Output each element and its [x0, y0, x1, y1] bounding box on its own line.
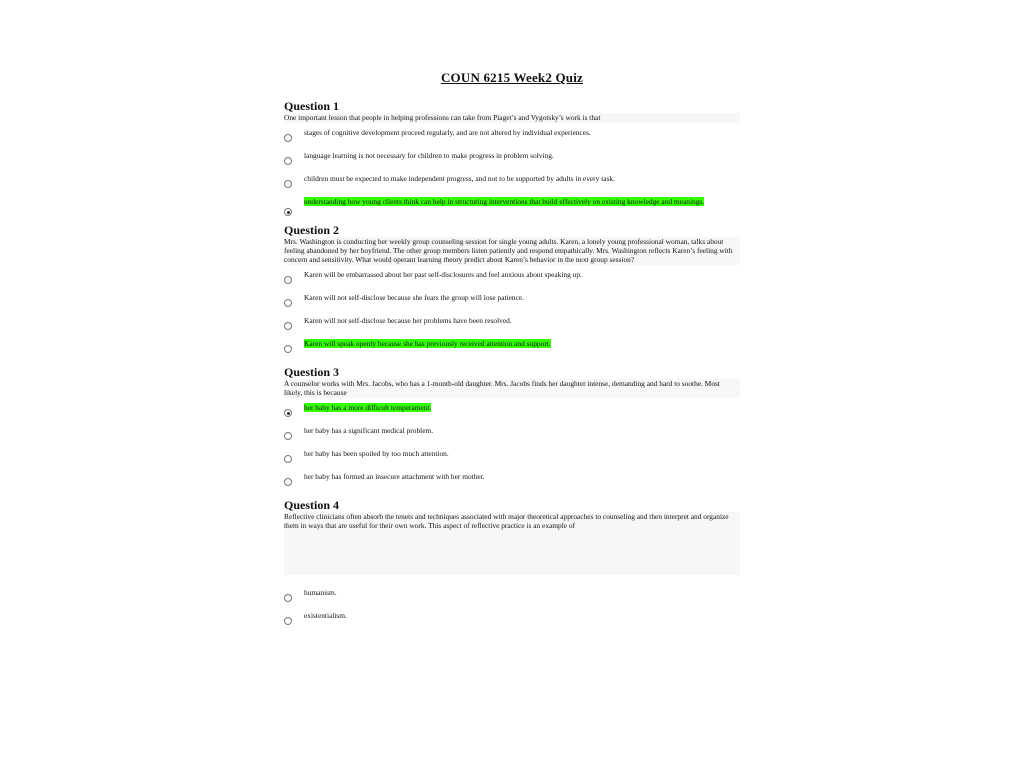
option-q2-d[interactable] [284, 340, 740, 354]
radio-button[interactable] [284, 478, 292, 486]
question-4 [284, 499, 740, 626]
option-q1-b[interactable] [284, 152, 740, 166]
option-label: humanism. [304, 588, 337, 597]
option-label: children must be expected to make independent progress, and not to be supported by adults in every task. [304, 174, 615, 183]
radio-button[interactable] [284, 276, 292, 284]
option-label: her baby has formed an insecure attachment with her mother. [304, 472, 485, 481]
radio-button[interactable] [284, 299, 292, 307]
option-label: language learning is not necessary for children to make progress in problem solving. [304, 151, 554, 160]
option-q2-c[interactable] [284, 317, 740, 331]
radio-button[interactable] [284, 432, 292, 440]
option-q4-b[interactable] [284, 612, 740, 626]
radio-button[interactable] [284, 180, 292, 188]
question-text: A counselor works with Mrs. Jacobs, who has a 1-month-old daughter. Mrs. Jacobs finds her daughter intense, demanding and hard to soothe. Most likely, this is because [284, 379, 740, 398]
option-label: understanding how young clients think can help in structuring interventions that build effectively on existing knowledge and meanings. [304, 197, 705, 206]
option-label: Karen will not self-disclose because she fears the group will lose patience. [304, 293, 525, 302]
radio-button[interactable] [284, 617, 292, 625]
option-q1-c[interactable] [284, 175, 740, 189]
options-list [284, 271, 740, 354]
radio-button[interactable] [284, 594, 292, 602]
question-text: Reflective clinicians often absorb the tenets and techniques associated with major theoretical approaches to counseling and then interpret and organize them in ways that are useful for their own work. This aspect of reflective practice is an example of [284, 512, 740, 575]
option-label: Karen will not self-disclose because her problems have been resolved. [304, 316, 512, 325]
radio-button[interactable] [284, 208, 292, 216]
page-title: COUN 6215 Week2 Quiz [440, 70, 584, 85]
question-2 [284, 224, 740, 354]
option-label: Karen will be embarrassed about her past self-disclosures and feel anxious about speaking up. [304, 270, 582, 279]
option-label: her baby has a more difficult temperament. [304, 403, 432, 412]
option-q1-d[interactable] [284, 198, 740, 212]
radio-button[interactable] [284, 409, 292, 417]
question-text: One important lesson that people in helping professions can take from Piaget’s and Vygotsky’s work is that [284, 113, 740, 123]
question-heading: Question 4 [284, 498, 340, 512]
question-text: Mrs. Washington is conducting her weekly group counseling session for single young adults. Karen, a lonely young professional woman, talks about feeling abandoned by her boyfriend. The other group members listen patiently and respond empathically. Mrs. Washington reflects Karen’s feeling with concern and sensitivity. What would operant learning theory predict about Karen’s behavior in the next group session? [284, 237, 740, 265]
radio-button[interactable] [284, 322, 292, 330]
option-label: stages of cognitive development proceed regularly, and are not altered by individual experiences. [304, 128, 591, 137]
option-q4-a[interactable] [284, 589, 740, 603]
options-list [284, 404, 740, 487]
radio-button[interactable] [284, 134, 292, 142]
option-q3-d[interactable] [284, 473, 740, 487]
question-heading: Question 1 [284, 99, 340, 113]
question-3 [284, 366, 740, 487]
quiz-page [284, 70, 740, 638]
question-1 [284, 100, 740, 212]
question-heading: Question 3 [284, 365, 340, 379]
radio-button[interactable] [284, 455, 292, 463]
radio-button[interactable] [284, 157, 292, 165]
option-q3-a[interactable] [284, 404, 740, 418]
radio-button[interactable] [284, 345, 292, 353]
option-q2-a[interactable] [284, 271, 740, 285]
option-q2-b[interactable] [284, 294, 740, 308]
option-label: her baby has been spoiled by too much attention. [304, 449, 449, 458]
option-q3-b[interactable] [284, 427, 740, 441]
question-heading: Question 2 [284, 223, 340, 237]
option-label: Karen will speak openly because she has previously received attention and support. [304, 339, 551, 348]
option-label: existentialism. [304, 611, 347, 620]
options-list [284, 129, 740, 212]
options-list [284, 589, 740, 626]
option-q3-c[interactable] [284, 450, 740, 464]
option-label: her baby has a significant medical problem. [304, 426, 434, 435]
option-q1-a[interactable] [284, 129, 740, 143]
